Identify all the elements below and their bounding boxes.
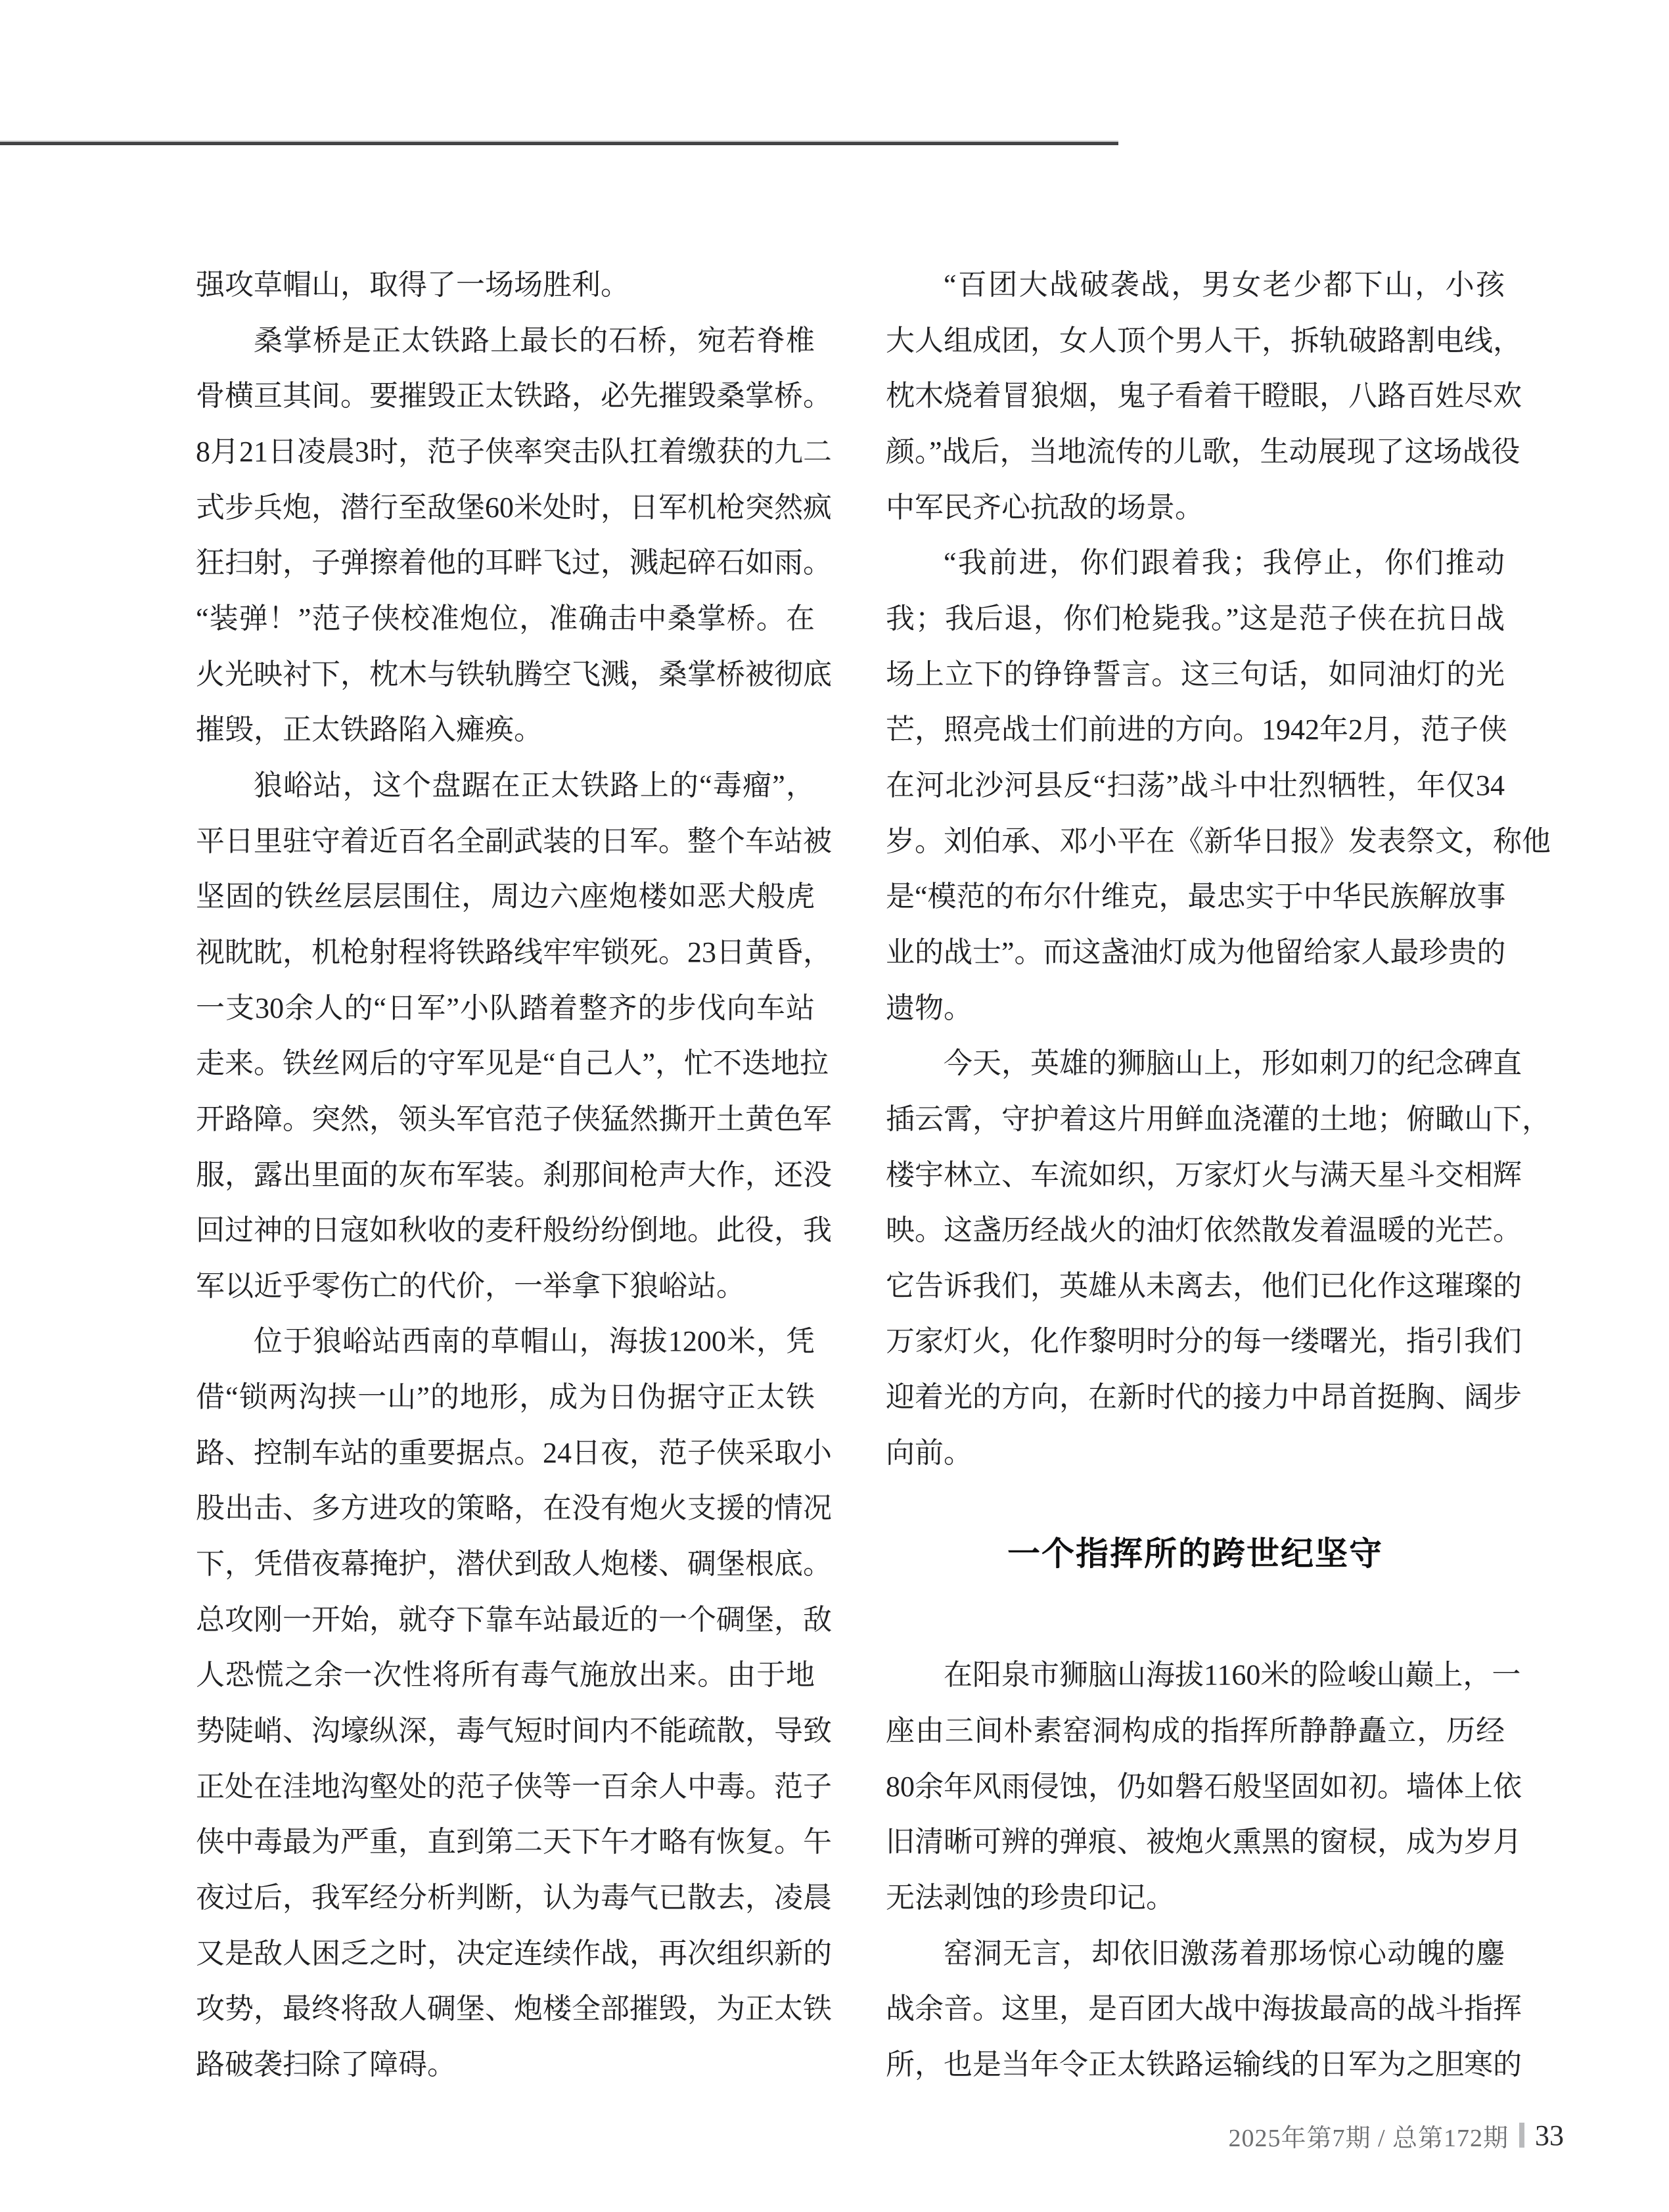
- text-line: 狂扫射，子弹擦着他的耳畔飞过，溅起碎石如雨。: [196, 547, 832, 579]
- text-line: 插云霄，守护着这片用鲜血浇灌的土地；俯瞰山下，: [886, 1102, 1551, 1135]
- text-line: 路破袭扫除了障碍。: [196, 2048, 456, 2081]
- text-line: 迎着光的方向，在新时代的接力中昂首挺胸、阔步: [886, 1381, 1522, 1414]
- text-line: 借“锁两沟挟一山”的地形，成为日伪据守正太铁: [196, 1381, 815, 1414]
- text-line: 业的战士”。而这盏油灯成为他留给家人最珍贵的: [886, 936, 1506, 968]
- text-line: 军以近乎零伤亡的代价，一举拿下狼峪站。: [196, 1269, 745, 1302]
- text-line: 战余音。这里，是百团大战中海拔最高的战斗指挥: [886, 1993, 1522, 2025]
- text-line: 骨横亘其间。要摧毁正太铁路，必先摧毁桑掌桥。: [196, 380, 832, 413]
- text-line: 映。这盏历经战火的油灯依然散发着温暖的光芒。: [886, 1214, 1522, 1247]
- text-line: 正处在洼地沟壑处的范子侠等一百余人中毒。范子: [196, 1770, 832, 1803]
- text-line: 人恐慌之余一次性将所有毒气施放出来。由于地: [196, 1659, 815, 1692]
- text-line: 楼宇林立、车流如织，万家灯火与满天星斗交相辉: [886, 1158, 1522, 1191]
- text-line: 走来。铁丝网后的守军见是“自己人”，忙不迭地拉: [196, 1047, 829, 1080]
- footer-issue-info: 2025年第7期 / 总第172期: [1228, 2124, 1509, 2152]
- text-line: 枕木烧着冒狼烟，鬼子看着干瞪眼，八路百姓尽欢: [886, 380, 1522, 413]
- text-line: “我前进，你们跟着我；我停止，你们推动: [944, 547, 1505, 579]
- header-rule: [0, 141, 1118, 145]
- text-line: 80余年风雨侵蚀，仍如磐石般坚固如初。墙体上依: [886, 1770, 1522, 1803]
- text-line: 路、控制车站的重要据点。24日夜，范子侠采取小: [196, 1436, 832, 1469]
- text-line: 式步兵炮，潜行至敌堡60米处时，日军机枪突然疯: [196, 491, 832, 524]
- text-line: 是“模范的布尔什维克，最忠实于中华民族解放事: [886, 880, 1506, 913]
- text-line: “装弹！”范子侠校准炮位，准确击中桑掌桥。在: [196, 602, 815, 635]
- text-line: 坚固的铁丝层层围住，周边六座炮楼如恶犬般虎: [196, 880, 815, 913]
- text-line: 无法剥蚀的珍贵印记。: [886, 1882, 1175, 1914]
- text-line: 旧清晰可辨的弹痕、被炮火熏黑的窗棂，成为岁月: [886, 1826, 1522, 1859]
- text-line: 岁。刘伯承、邓小平在《新华日报》发表祭文，称他: [886, 824, 1551, 857]
- text-line: 平日里驻守着近百名全副武装的日军。整个车站被: [196, 824, 832, 857]
- text-line: 狼峪站，这个盘踞在正太铁路上的“毒瘤”，: [254, 769, 815, 801]
- text-line: 座由三间朴素窑洞构成的指挥所静静矗立，历经: [886, 1715, 1505, 1748]
- text-line: 向前。: [886, 1436, 972, 1469]
- text-line: 下，凭借夜幕掩护，潜伏到敌人炮楼、碉堡根底。: [196, 1548, 832, 1581]
- text-line: 颜。”战后，当地流传的儿歌，生动展现了这场战役: [886, 435, 1520, 468]
- page-footer: [1228, 2118, 1564, 2152]
- page-number: 33: [1535, 2119, 1564, 2152]
- text-line: 总攻刚一开始，就夺下靠车站最近的一个碉堡，敌: [196, 1603, 832, 1636]
- text-line: 火光映衬下，枕木与铁轨腾空飞溅，桑掌桥被彻底: [196, 658, 832, 690]
- text-line: 服，露出里面的灰布军装。刹那间枪声大作，还没: [196, 1158, 832, 1191]
- text-line: 在河北沙河县反“扫荡”战斗中壮烈牺牲，年仅34: [886, 769, 1505, 801]
- text-line: 股出击、多方进攻的策略，在没有炮火支援的情况: [196, 1492, 832, 1525]
- text-line: 攻势，最终将敌人碉堡、炮楼全部摧毁，为正太铁: [196, 1993, 832, 2025]
- text-line: 侠中毒最为严重，直到第二天下午才略有恢复。午: [196, 1826, 832, 1859]
- text-line: 夜过后，我军经分析判断，认为毒气已散去，凌晨: [196, 1882, 832, 1914]
- text-line: 中军民齐心抗敌的场景。: [886, 491, 1204, 524]
- text-line: 今天，英雄的狮脑山上，形如刺刀的纪念碑直: [944, 1047, 1522, 1080]
- text-line: 一支30余人的“日军”小队踏着整齐的步伐向车站: [196, 991, 815, 1024]
- text-line: 又是敌人困乏之时，决定连续作战，再次组织新的: [196, 1937, 832, 1970]
- text-line: 强攻草帽山，取得了一场场胜利。: [196, 269, 629, 301]
- footer-divider: [1519, 2123, 1524, 2148]
- text-line: 我；我后退，你们枪毙我。”这是范子侠在抗日战: [886, 602, 1505, 635]
- section-heading: 一个指挥所的跨世纪坚守: [1007, 1535, 1383, 1573]
- text-line: 位于狼峪站西南的草帽山，海拔1200米，凭: [254, 1325, 815, 1358]
- left-column: [196, 258, 832, 2093]
- text-line: 万家灯火，化作黎明时分的每一缕曙光，指引我们: [886, 1325, 1522, 1358]
- text-line: 它告诉我们，英雄从未离去，他们已化作这璀璨的: [886, 1269, 1522, 1302]
- text-line: 8月21日凌晨3时，范子侠率突击队扛着缴获的九二: [196, 435, 832, 468]
- text-line: 遗物。: [886, 991, 972, 1024]
- text-line: 场上立下的铮铮誓言。这三句话，如同油灯的光: [886, 658, 1505, 690]
- text-line: 芒，照亮战士们前进的方向。1942年2月，范子侠: [886, 713, 1507, 746]
- right-column: [886, 258, 1551, 2093]
- text-line: 势陡峭、沟壕纵深，毒气短时间内不能疏散，导致: [196, 1715, 832, 1748]
- text-line: 窑洞无言，却依旧激荡着那场惊心动魄的鏖: [944, 1937, 1505, 1970]
- text-line: 大人组成团，女人顶个男人干，拆轨破路割电线，: [886, 324, 1522, 357]
- text-line: 在阳泉市狮脑山海拔1160米的险峻山巅上，一: [944, 1659, 1521, 1692]
- text-line: 摧毁，正太铁路陷入瘫痪。: [196, 713, 543, 746]
- text-line: 所，也是当年令正太铁路运输线的日军为之胆寒的: [886, 2048, 1522, 2081]
- text-line: 桑掌桥是正太铁路上最长的石桥，宛若脊椎: [254, 324, 815, 357]
- text-line: 视眈眈，机枪射程将铁路线牢牢锁死。23日黄昏，: [196, 936, 832, 968]
- text-line: “百团大战破袭战，男女老少都下山，小孩: [944, 269, 1505, 301]
- text-line: 开路障。突然，领头军官范子侠猛然撕开土黄色军: [196, 1102, 832, 1135]
- text-line: 回过神的日寇如秋收的麦秆般纷纷倒地。此役，我: [196, 1214, 832, 1247]
